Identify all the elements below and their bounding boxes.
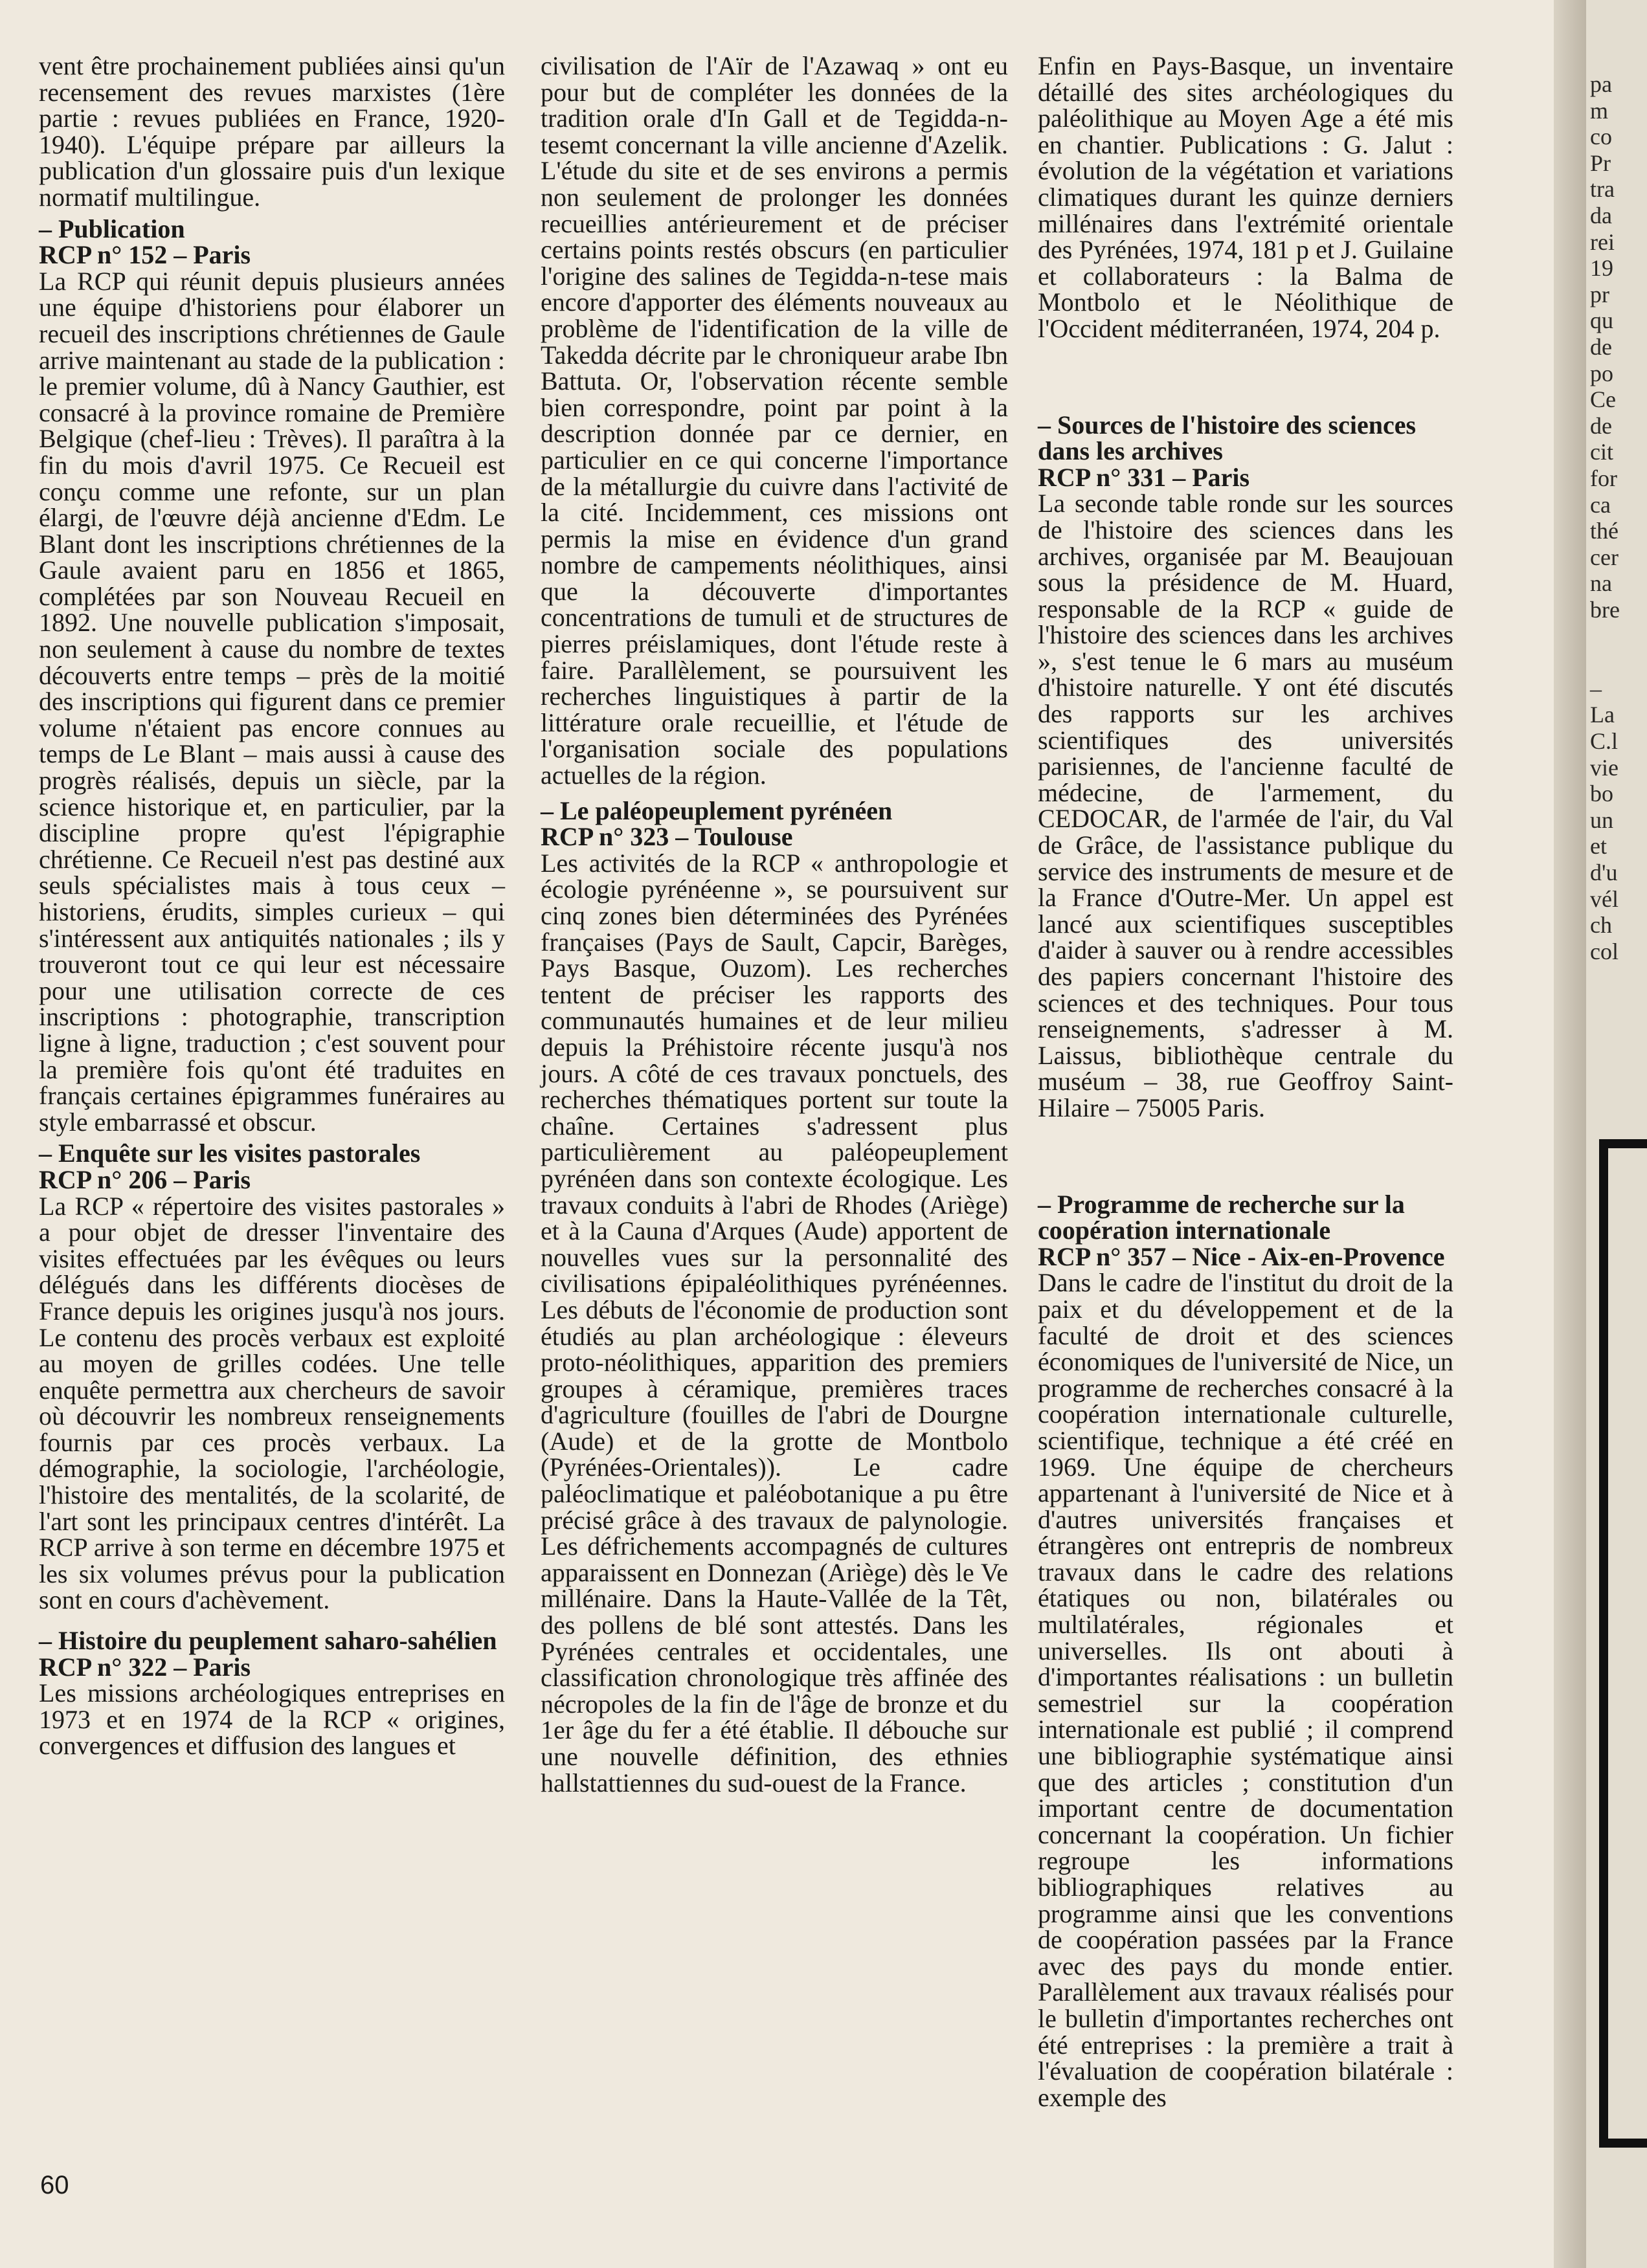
next-page-text-fragment: un xyxy=(1590,806,1613,833)
next-page-text-fragment: de xyxy=(1590,334,1612,360)
section-rcp-206 xyxy=(39,1140,505,1614)
next-page-text-fragment: pr xyxy=(1590,281,1609,307)
next-page-text-fragment: Pr xyxy=(1590,150,1611,176)
section-title: – Enquête sur les visites pastorales xyxy=(39,1139,421,1168)
section-title: – Publication xyxy=(39,214,185,243)
next-page-text-fragment: co xyxy=(1590,124,1612,150)
next-page-text-fragment: qu xyxy=(1590,307,1613,334)
section-rcp-331 xyxy=(1038,412,1453,1122)
next-page-text-fragment: da xyxy=(1590,203,1612,228)
next-page-text-fragment: La xyxy=(1590,702,1615,728)
section-rcp-357 xyxy=(1038,1189,1453,2112)
section-rcp-322 xyxy=(39,1628,505,1759)
spacer xyxy=(1038,1122,1453,1186)
next-page-text-fragment: de xyxy=(1590,412,1612,439)
next-page-text-fragment: – xyxy=(1590,675,1602,702)
next-page-text-fragment: po xyxy=(1590,360,1613,386)
next-page-text-fragment: ca xyxy=(1590,491,1611,518)
column-1 xyxy=(39,53,505,1759)
next-page-text-fragment: C.l xyxy=(1590,728,1619,754)
section-rcp-152 xyxy=(39,216,505,1136)
section-rcp-label: RCP n° 357 – Nice - Aix-en-Provence xyxy=(1038,1241,1445,1271)
next-page-text-fragment: et xyxy=(1590,833,1607,860)
section-rcp-label: RCP n° 331 – Paris xyxy=(1038,462,1250,492)
section-body: Dans le cadre de l'institut du droit de la paix et du développement et de la faculté de droit et des sciences économiques de l'université de Nice, un programme de recherches consacré à la coopération internationale culturelle, scientifique, technique a été créé en 1969. Une équipe de chercheurs appartenant à l'université de Nice et à d'autres universités françaises et étrangères ont entrepris de nombreux travaux dans le cadre des relations étatiques ou non, bilatérales ou multilatérales, régionales et universelles. Ils ont abouti à d'importantes réalisations : un bulletin semestriel sur la coopération internationale est publié ; il comprend une bibliographie systématique ainsi que des articles ; constitution d'un important centre de documentation concernant la coopération. Un fichier regroupe les informations bibliographiques relatives au programme ainsi que les conventions de coopération passées par la France avec des pays du monde entier. Parallèlement aux travaux réalisés pour le bulletin d'importantes recherches ont été entreprises : la première a trait à l'évaluation de coopération bilatérale : exemple des xyxy=(1038,1268,1453,2112)
section-body: La seconde table ronde sur les sources de l'histoire des sciences dans les archives, organisée par M. Beaujouan sous la présidence de M. Huard, responsable de la RCP « guide de l'histoire des sciences dans les archives », s'est tenue le 6 mars au muséum d'histoire naturelle. Y ont été discutés des rapports sur les archives scientifiques des universités parisiennes, de l'ancienne faculté de médecine, de l'armement, du CEDOCAR, de l'armée de l'air, du Val de Grâce, de l'assistance publique du service des instruments de mesure et de la France d'Outre-Mer. Un appel est lancé aux scientifiques susceptibles d'aider à sauver ou à rendre accessibles des papiers concernant l'histoire des sciences et des techniques. Pour tous renseignements, s'adresser à M. Laissus, bibliothèque centrale du muséum – 38, rue Geoffroy Saint-Hilaire – 75005 Paris. xyxy=(1038,489,1453,1122)
section-body: Les activités de la RCP « anthropologie et écologie pyrénéenne », se poursuivent sur cinq zones bien déterminées des Pyrénées françaises (Pays de Sault, Capcir, Barèges, Pays Basque, Ouzom). Les recherches tentent de préciser les rapports des communautés humaines et de leur milieu depuis la Préhistoire récente jusqu'à nos jours. A côté de ces travaux ponctuels, des recherches thématiques portent sur toute la chaîne. Certaines s'adressent plus particulièrement au paléopeuplement pyrénéen dans son contexte écologique. Les travaux conduits à l'abri de Rhodes (Ariège) et à la Cauna d'Arques (Aude) apportent de nouvelles vues sur la personnalité des civilisations épipaléolithiques pyrénéennes. Les débuts de l'économie de production sont étudiés au plan archéologique : éleveurs proto-néolithiques, apparition des premiers groupes à céramique, premières traces d'agriculture (fouilles de l'abri de Dourgne (Aude) et de la grotte de Montbolo (Pyrénées-Orientales)). Le cadre paléoclimatique et paléobotanique a pu être précisé grâce à des travaux de palynologie. Les défrichements accompagnés de cultures apparaissent en Donnezan (Ariège) dès le Ve millénaire. Dans la Haute-Vallée de la Têt, des pollens de blé sont attestés. Dans les Pyrénées centrales et occidentales, une classification chronologique très affinée des nécropoles de la fin de l'âge de bronze et du 1er âge du fer a été établie. Il débouche sur une nouvelle définition, des ethnies hallstattiennes du sud-ouest de la France. xyxy=(541,848,1008,1797)
next-page-text-fragment: tra xyxy=(1590,176,1615,203)
next-page-text-fragment: vél xyxy=(1590,885,1619,912)
next-page-text-fragment: cit xyxy=(1590,439,1613,465)
next-page-text-fragment: bre xyxy=(1590,597,1620,623)
section-body-continued: civilisation de l'Aïr de l'Azawaq » ont eu pour but de compléter les données de la tradition orale d'In Gall et de Tegidda-n-tesemt concernant la ville ancienne d'Azelik. L'étude du site et de ses environs a permis non seulement de prolonger les données recueillies antérieurement et de préciser certains points restés obscurs (en particulier l'origine des salines de Tegidda-n-tese mais encore d'apporter des éléments nouveaux au problème de l'identification de la ville de Takedda décrite par le chroniqueur arabe Ibn Battuta. Or, l'observation récente semble bien correspondre, point par point à la description donnée par ce dernier, en particulier en ce qui concerne l'importance de la métallurgie du cuivre dans l'activité de la cité. Incidemment, ces missions ont permis la mise en évidence d'un grand nombre de campements néolithiques, ainsi que la découverte d'importantes concentrations de tumuli et de structures de pierres préislamiques, dont l'étude reste à faire. Parallèlement, se poursuivent les recherches linguistiques à partir de la littérature orale recueillie, et l'étude de l'organisation sociale des populations actuelles de la région. xyxy=(541,51,1008,790)
next-page-text-fragment: bo xyxy=(1590,781,1613,807)
next-page-text-fragment: na xyxy=(1590,570,1612,597)
section-body: La RCP qui réunit depuis plusieurs années une équipe d'historiens pour élaborer un recueil des inscriptions chrétiennes de Gaule arrive maintenant au stade de la publication : le premier volume, dû à Nancy Gauthier, est consacré à la province romaine de Première Belgique (chef-lieu : Trèves). Il paraîtra à la fin du mois d'avril 1975. Ce Recueil est conçu comme une refonte, sur un plan élargi, de l'œuvre déjà ancienne d'Edm. Le Blant dont les inscriptions chrétiennes de la Gaule avaient paru en 1856 et 1865, complétées par son Nouveau Recueil en 1892. Une nouvelle publication s'imposait, non seulement à cause du nombre de textes découverts entre temps – près de la moitié des inscriptions qui figurent dans ce premier volume n'étaient pas encore connues au temps de Le Blant – mais aussi à cause des progrès réalisés, depuis un siècle, par la science historique et, en particulier, par la discipline propre qu'est l'épigraphie chrétienne. Ce Recueil n'est pas destiné aux seuls spécialistes mais à tous ceux – historiens, érudits, simples curieux – qui s'intéressent aux antiquités nationales ; ils y trouveront tout ce qui leur est nécessaire pour une utilisation correcte de ces inscriptions : photographie, transcription ligne à ligne, traduction ; c'est souvent pour la première fois qu'ont été traduites en français certaines épigrammes funéraires au style embarrassé et obscur. xyxy=(39,266,505,1137)
next-page-text-fragment: d'u xyxy=(1590,860,1618,885)
next-page-framed-box xyxy=(1599,1139,1647,2148)
section-rcp-323 xyxy=(541,795,1008,1797)
column-3 xyxy=(1038,53,1453,2111)
section-rcp-label: RCP n° 323 – Toulouse xyxy=(541,822,793,852)
section-rcp-label: RCP n° 322 – Paris xyxy=(39,1652,251,1682)
section-title: – Programme de recherche sur la coopération internationale xyxy=(1038,1189,1405,1245)
section-body: Les missions archéologiques entreprises en 1973 et en 1974 de la RCP « origines, convergences et diffusion des langues et xyxy=(39,1678,505,1761)
next-page-text-fragment: vie xyxy=(1590,754,1619,781)
next-page-text-fragment: ch xyxy=(1590,912,1612,939)
section-body: La RCP « répertoire des visites pastorales » a pour objet de dresser l'inventaire des visites effectuées par les évêques ou leurs délégués dans les différents diocèses de France depuis les origines jusqu'à nos jours. Le contenu des procès verbaux est exploité au moyen de grilles codées. Une telle enquête permettra aux chercheurs de savoir où découvrir les nombreux renseignements fournis par ces procès verbaux. La démographie, la sociologie, l'archéologie, l'histoire des mentalités, de la scolarité, de l'art sont les principaux centres d'intérêt. La RCP arrive à son terme en décembre 1975 et les six volumes prévus pour la publication sont en cours d'achèvement. xyxy=(39,1191,505,1615)
next-page-text-fragment: m xyxy=(1590,97,1609,124)
next-page-edge xyxy=(1586,0,1647,2268)
next-page-text-fragment: Ce xyxy=(1590,386,1616,413)
next-page-text-fragment: 19 xyxy=(1590,255,1613,282)
next-page-text-fragment: col xyxy=(1590,938,1619,964)
section-rcp-label: RCP n° 206 – Paris xyxy=(39,1164,251,1194)
column-2 xyxy=(541,53,1008,1796)
next-page-text-fragment: for xyxy=(1590,465,1617,491)
section-title: – Sources de l'histoire des sciences dans les archives xyxy=(1038,410,1417,466)
page-number: 60 xyxy=(40,2171,69,2199)
next-page-text-fragment: rei xyxy=(1590,228,1615,255)
next-page-text-fragment: pa xyxy=(1590,71,1612,97)
col1-intro-paragraph: vent être prochainement publiées ainsi qu'un recensement des revues marxistes (1ère partie : revues publiées en France, 1920-1940). L'équipe prépare par ailleurs la publication d'un glossaire puis d'un lexique normatif multilingue. xyxy=(39,51,505,212)
next-page-text-fragment: cer xyxy=(1590,544,1619,570)
section-body-continued: Enfin en Pays-Basque, un inventaire détaillé des sites archéologiques du paléolithique au Moyen Age a été mis en chantier. Publications : G. Jalut : évolution de la végétation et variations climatiques durant les quinze derniers millénaires dans l'extrémité orientale des Pyrénées, 1974, 181 p et J. Guilaine et collaborateurs : la Balma de Montbolo et le Néolithique de l'Occident méditerranéen, 1974, 204 p. xyxy=(1038,51,1453,343)
spacer xyxy=(1038,342,1453,407)
next-page-text-fragment: thé xyxy=(1590,518,1619,544)
section-title: – Le paléopeuplement pyrénéen xyxy=(541,795,893,825)
book-gutter xyxy=(1554,0,1586,2268)
section-title: – Histoire du peuplement saharo-sahélien xyxy=(39,1626,497,1656)
section-rcp-label: RCP n° 152 – Paris xyxy=(39,240,251,270)
